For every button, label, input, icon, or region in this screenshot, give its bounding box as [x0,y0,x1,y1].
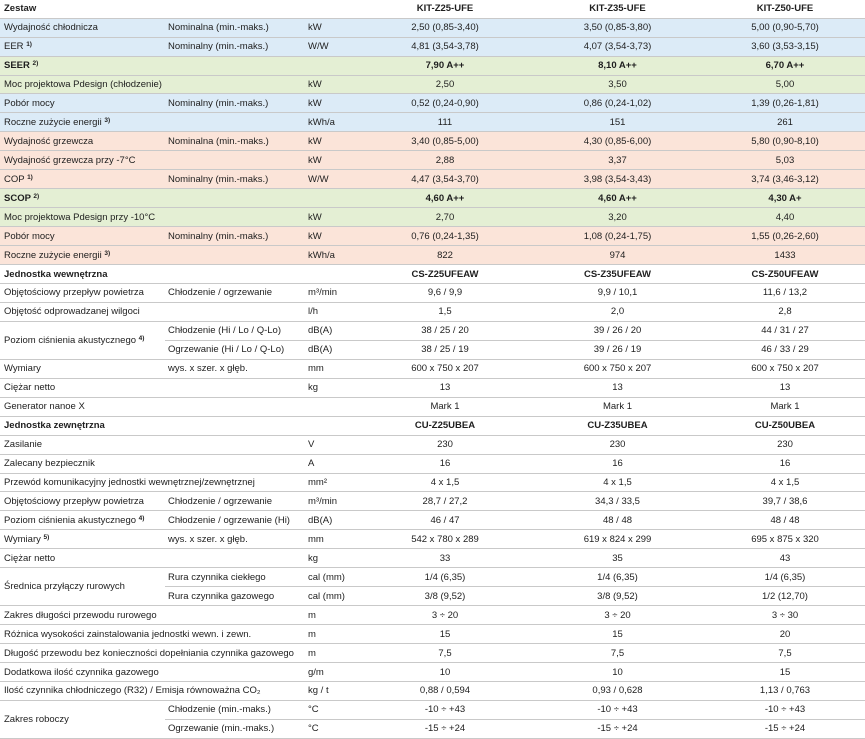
param-unit [305,416,360,435]
value-z25: 1,5 [360,302,530,321]
table-row [0,473,865,492]
value-z25: 111 [360,113,530,132]
table-row [0,644,865,663]
footnote-marker: 3) [104,116,111,124]
footnote-marker: 1) [27,173,33,181]
section-header-indoor [0,265,865,284]
value-z25: 4 x 1,5 [360,473,530,492]
value-z25: 542 x 780 x 289 [360,530,530,549]
value-z25: 10 [360,663,530,682]
table-row [0,492,865,511]
param-label [0,511,165,530]
param-unit: A [305,454,360,473]
param-unit [305,265,360,284]
param-condition: Chłodzenie / ogrzewanie [165,284,305,303]
value-z35: 7,5 [530,644,705,663]
value-z50: 3 ÷ 30 [705,606,865,625]
param-unit: kW [305,132,360,151]
param-unit: kg [305,549,360,568]
value-z35: 3,37 [530,151,705,170]
value-z35: 1/4 (6,35) [530,568,705,587]
value-z25: 3,40 (0,85-5,00) [360,132,530,151]
value-z25: 13 [360,378,530,397]
value-z25: 600 x 750 x 207 [360,359,530,378]
value-z25: 3/8 (9,52) [360,587,530,606]
param-unit: cal (mm) [305,568,360,587]
param-label-text: Wymiary [4,533,41,545]
table-row [0,511,865,530]
value-z35: -10 ÷ +43 [530,700,705,719]
param-condition: Nominalny (min.-maks.) [165,227,305,246]
param-condition: wys. x szer. x głęb. [165,530,305,549]
param-label: Wydajność chłodnicza [0,18,165,37]
value-z50: 5,80 (0,90-8,10) [705,132,865,151]
param-unit: mm² [305,473,360,492]
value-z35: -15 ÷ +24 [530,719,705,738]
value-z25: 38 / 25 / 19 [360,340,530,359]
value-z25: -15 ÷ +24 [360,719,530,738]
param-label: Średnica przyłączy rurowych [0,568,165,606]
param-label-text: COP [4,173,25,185]
value-z35: Mark 1 [530,397,705,416]
table-row [0,378,865,397]
table-row [0,606,865,625]
param-label-text: Roczne zużycie energii [4,249,102,261]
value-z50: 48 / 48 [705,511,865,530]
param-condition: Nominalna (min.-maks.) [165,18,305,37]
value-z50: 600 x 750 x 207 [705,359,865,378]
param-unit: V [305,435,360,454]
value-z25: 4,60 A++ [360,189,530,208]
value-z35: 0,86 (0,24-1,02) [530,94,705,113]
value-z25: 38 / 25 / 20 [360,321,530,340]
header-row [0,0,865,18]
model-z50: KIT-Z50-UFE [705,0,865,18]
value-z25: 0,52 (0,24-0,90) [360,94,530,113]
param-label: Moc projektowa Pdesign przy -10°C [0,208,305,227]
value-z25: Mark 1 [360,397,530,416]
value-z50: 1,13 / 0,763 [705,682,865,701]
value-z50: Mark 1 [705,397,865,416]
table-row [0,321,865,340]
value-z25: 2,50 (0,85-3,40) [360,18,530,37]
value-z50: 7,5 [705,644,865,663]
param-label: Objętościowy przepływ powietrza [0,284,165,303]
footnote-marker: 3) [104,249,111,257]
param-condition: Rura czynnika ciekłego [165,568,305,587]
value-z50: 15 [705,663,865,682]
footnote-marker: 2) [32,60,39,68]
value-z35: 151 [530,113,705,132]
param-label: Ciężar netto [0,378,305,397]
param-unit [305,397,360,416]
model-z35: CS-Z35UFEAW [530,265,705,284]
param-label [0,530,165,549]
param-label: Ciężar netto [0,549,305,568]
value-z50: 43 [705,549,865,568]
value-z50: 39,7 / 38,6 [705,492,865,511]
value-z25: 46 / 47 [360,511,530,530]
param-unit: kW [305,151,360,170]
table-row [0,246,865,265]
table-row [0,170,865,189]
param-unit: kW [305,18,360,37]
param-label [0,113,305,132]
value-z35: 230 [530,435,705,454]
value-z50: 1433 [705,246,865,265]
value-z50: 1,55 (0,26-2,60) [705,227,865,246]
param-unit: kW [305,94,360,113]
value-z35: 4,60 A++ [530,189,705,208]
value-z25: 4,81 (3,54-3,78) [360,37,530,56]
table-row [0,568,865,587]
param-unit [305,0,360,18]
param-label-text: EER [4,41,24,53]
value-z50: 261 [705,113,865,132]
value-z35: 39 / 26 / 19 [530,340,705,359]
value-z25: 7,90 A++ [360,56,530,75]
param-unit: kg [305,378,360,397]
param-label: Różnica wysokości zainstalowania jednostki wewn. i zewn. [0,625,305,644]
value-z35: 16 [530,454,705,473]
param-label: Zasilanie [0,435,305,454]
param-label: Objętościowy przepływ powietrza [0,492,165,511]
value-z50: 5,00 (0,90-5,70) [705,18,865,37]
value-z35: 4,30 (0,85-6,00) [530,132,705,151]
value-z25: 230 [360,435,530,454]
value-z50: 16 [705,454,865,473]
value-z35: 3,50 (0,85-3,80) [530,18,705,37]
value-z35: 1,08 (0,24-1,75) [530,227,705,246]
param-label: Długość przewodu bez konieczności dopełniania czynnika gazowego [0,644,305,663]
param-unit: kW [305,227,360,246]
value-z50: 1,39 (0,26-1,81) [705,94,865,113]
param-label [0,321,165,359]
param-label: Moc projektowa Pdesign (chłodzenie) [0,75,305,94]
value-z25: 0,88 / 0,594 [360,682,530,701]
param-label [0,56,305,75]
table-row [0,94,865,113]
param-condition: Nominalny (min.-maks.) [165,94,305,113]
table-row [0,56,865,75]
value-z50: 11,6 / 13,2 [705,284,865,303]
value-z35: 619 x 824 x 299 [530,530,705,549]
param-condition: Rura czynnika gazowego [165,587,305,606]
value-z25: 822 [360,246,530,265]
table-row [0,75,865,94]
param-condition: Nominalny (min.-maks.) [165,37,305,56]
param-label: Wydajność grzewcza [0,132,165,151]
table-row [0,37,865,56]
param-unit: m³/min [305,492,360,511]
param-condition: Chłodzenie (min.-maks.) [165,700,305,719]
param-unit: kWh/a [305,246,360,265]
footnote-marker: 5) [43,533,50,541]
value-z35: 39 / 26 / 20 [530,321,705,340]
table-row [0,132,865,151]
value-z50: 4,40 [705,208,865,227]
param-unit: dB(A) [305,340,360,359]
value-z35: 600 x 750 x 207 [530,359,705,378]
param-label: Objętość odprowadzanej wilgoci [0,302,305,321]
param-unit: l/h [305,302,360,321]
param-label-text: Roczne zużycie energii [4,116,102,128]
param-unit: kW [305,208,360,227]
param-label [0,189,305,208]
value-z35: 8,10 A++ [530,56,705,75]
param-label [0,170,165,189]
value-z35: 3/8 (9,52) [530,587,705,606]
value-z35: 13 [530,378,705,397]
value-z35: 0,93 / 0,628 [530,682,705,701]
table-row [0,359,865,378]
param-unit: dB(A) [305,321,360,340]
param-unit: dB(A) [305,511,360,530]
value-z25: 33 [360,549,530,568]
value-z25: 1/4 (6,35) [360,568,530,587]
value-z25: 0,76 (0,24-1,35) [360,227,530,246]
value-z35: 10 [530,663,705,682]
param-label: Pobór mocy [0,94,165,113]
value-z50: 44 / 31 / 27 [705,321,865,340]
value-z50: 4,30 A+ [705,189,865,208]
footnote-marker: 4) [138,514,145,522]
value-z50: 1/4 (6,35) [705,568,865,587]
value-z35: 3 ÷ 20 [530,606,705,625]
value-z25: 4,47 (3,54-3,70) [360,170,530,189]
param-unit: kWh/a [305,113,360,132]
value-z25: 28,7 / 27,2 [360,492,530,511]
value-z50: 46 / 33 / 29 [705,340,865,359]
param-unit: m³/min [305,284,360,303]
value-z25: 2,88 [360,151,530,170]
value-z50: 6,70 A++ [705,56,865,75]
param-condition: Ogrzewanie (min.-maks.) [165,719,305,738]
param-unit: kW [305,75,360,94]
value-z35: 2,0 [530,302,705,321]
value-z35: 34,3 / 33,5 [530,492,705,511]
value-z50: 3,74 (3,46-3,12) [705,170,865,189]
param-label: Wymiary [0,359,165,378]
param-unit [305,189,360,208]
table-row [0,682,865,701]
param-label: Wydajność grzewcza przy -7°C [0,151,305,170]
param-unit: cal (mm) [305,587,360,606]
value-z25: 15 [360,625,530,644]
value-z25: -10 ÷ +43 [360,700,530,719]
table-row [0,435,865,454]
table-row [0,700,865,719]
model-z50: CU-Z50UBEA [705,416,865,435]
value-z25: 2,70 [360,208,530,227]
table-row [0,549,865,568]
table-row [0,454,865,473]
param-label: Zakres długości przewodu rurowego [0,606,305,625]
param-condition: Nominalny (min.-maks.) [165,170,305,189]
model-z25: CS-Z25UFEAW [360,265,530,284]
param-unit: W/W [305,37,360,56]
value-z50: 1/2 (12,70) [705,587,865,606]
model-z35: KIT-Z35-UFE [530,0,705,18]
value-z25: 7,5 [360,644,530,663]
param-label: Pobór mocy [0,227,165,246]
value-z35: 48 / 48 [530,511,705,530]
value-z35: 3,50 [530,75,705,94]
value-z35: 4 x 1,5 [530,473,705,492]
value-z35: 974 [530,246,705,265]
param-label: Zakres roboczy [0,700,165,738]
section-title: Jednostka wewnętrzna [0,265,305,284]
param-unit: mm [305,530,360,549]
value-z35: 3,98 (3,54-3,43) [530,170,705,189]
param-label-text: Poziom ciśnienia akustycznego [4,334,137,346]
table-row [0,663,865,682]
value-z50: 230 [705,435,865,454]
section-title: Jednostka zewnętrzna [0,416,305,435]
section-header-outdoor [0,416,865,435]
param-unit: g/m [305,663,360,682]
param-label-text: Poziom ciśnienia akustycznego [4,514,137,526]
model-z25: KIT-Z25-UFE [360,0,530,18]
table-row [0,113,865,132]
param-unit: m [305,625,360,644]
table-row [0,625,865,644]
param-label [0,246,305,265]
param-unit: m [305,644,360,663]
param-unit: m [305,606,360,625]
param-label-text: SCOP [4,192,31,204]
value-z50: 3,60 (3,53-3,15) [705,37,865,56]
param-condition: Ogrzewanie (Hi / Lo / Q-Lo) [165,340,305,359]
value-z50: 695 x 875 x 320 [705,530,865,549]
value-z25: 16 [360,454,530,473]
table-row [0,18,865,37]
table-row [0,208,865,227]
param-condition: Nominalna (min.-maks.) [165,132,305,151]
footnote-marker: 1) [26,41,32,49]
table-row [0,397,865,416]
value-z50: 5,00 [705,75,865,94]
param-condition: wys. x szer. x głęb. [165,359,305,378]
table-row [0,302,865,321]
param-condition [165,0,305,18]
value-z50: -15 ÷ +24 [705,719,865,738]
value-z50: 20 [705,625,865,644]
param-label: Dodatkowa ilość czynnika gazowego [0,663,305,682]
value-z25: 9,6 / 9,9 [360,284,530,303]
param-label [0,37,165,56]
param-condition: Chłodzenie / ogrzewanie (Hi) [165,511,305,530]
value-z35: 9,9 / 10,1 [530,284,705,303]
value-z25: 2,50 [360,75,530,94]
model-z25: CU-Z25UBEA [360,416,530,435]
value-z25: 3 ÷ 20 [360,606,530,625]
table-row [0,227,865,246]
model-z50: CS-Z50UFEAW [705,265,865,284]
param-condition: Chłodzenie (Hi / Lo / Q-Lo) [165,321,305,340]
value-z50: 2,8 [705,302,865,321]
param-unit: °C [305,719,360,738]
table-row [0,189,865,208]
set-label: Zestaw [0,0,165,18]
value-z35: 3,20 [530,208,705,227]
value-z50: 13 [705,378,865,397]
param-unit: °C [305,700,360,719]
value-z50: 5,03 [705,151,865,170]
table-row [0,530,865,549]
param-label: Generator nanoe X [0,397,305,416]
value-z35: 35 [530,549,705,568]
model-z35: CU-Z35UBEA [530,416,705,435]
param-label: Przewód komunikacyjny jednostki wewnętrznej/zewnętrznej [0,473,305,492]
param-label-text: SEER [4,60,30,72]
param-condition: Chłodzenie / ogrzewanie [165,492,305,511]
footnote-marker: 4) [138,334,145,342]
table-row [0,284,865,303]
value-z50: -10 ÷ +43 [705,700,865,719]
footnote-marker: 2) [33,192,40,200]
param-unit: mm [305,359,360,378]
param-unit [305,56,360,75]
param-unit: kg / t [305,682,360,701]
value-z35: 4,07 (3,54-3,73) [530,37,705,56]
value-z50: 4 x 1,5 [705,473,865,492]
param-label: Ilość czynnika chłodniczego (R32) / Emisja równoważna CO₂ [0,682,305,701]
table-row [0,151,865,170]
param-unit: W/W [305,170,360,189]
value-z35: 15 [530,625,705,644]
param-label: Zalecany bezpiecznik [0,454,305,473]
